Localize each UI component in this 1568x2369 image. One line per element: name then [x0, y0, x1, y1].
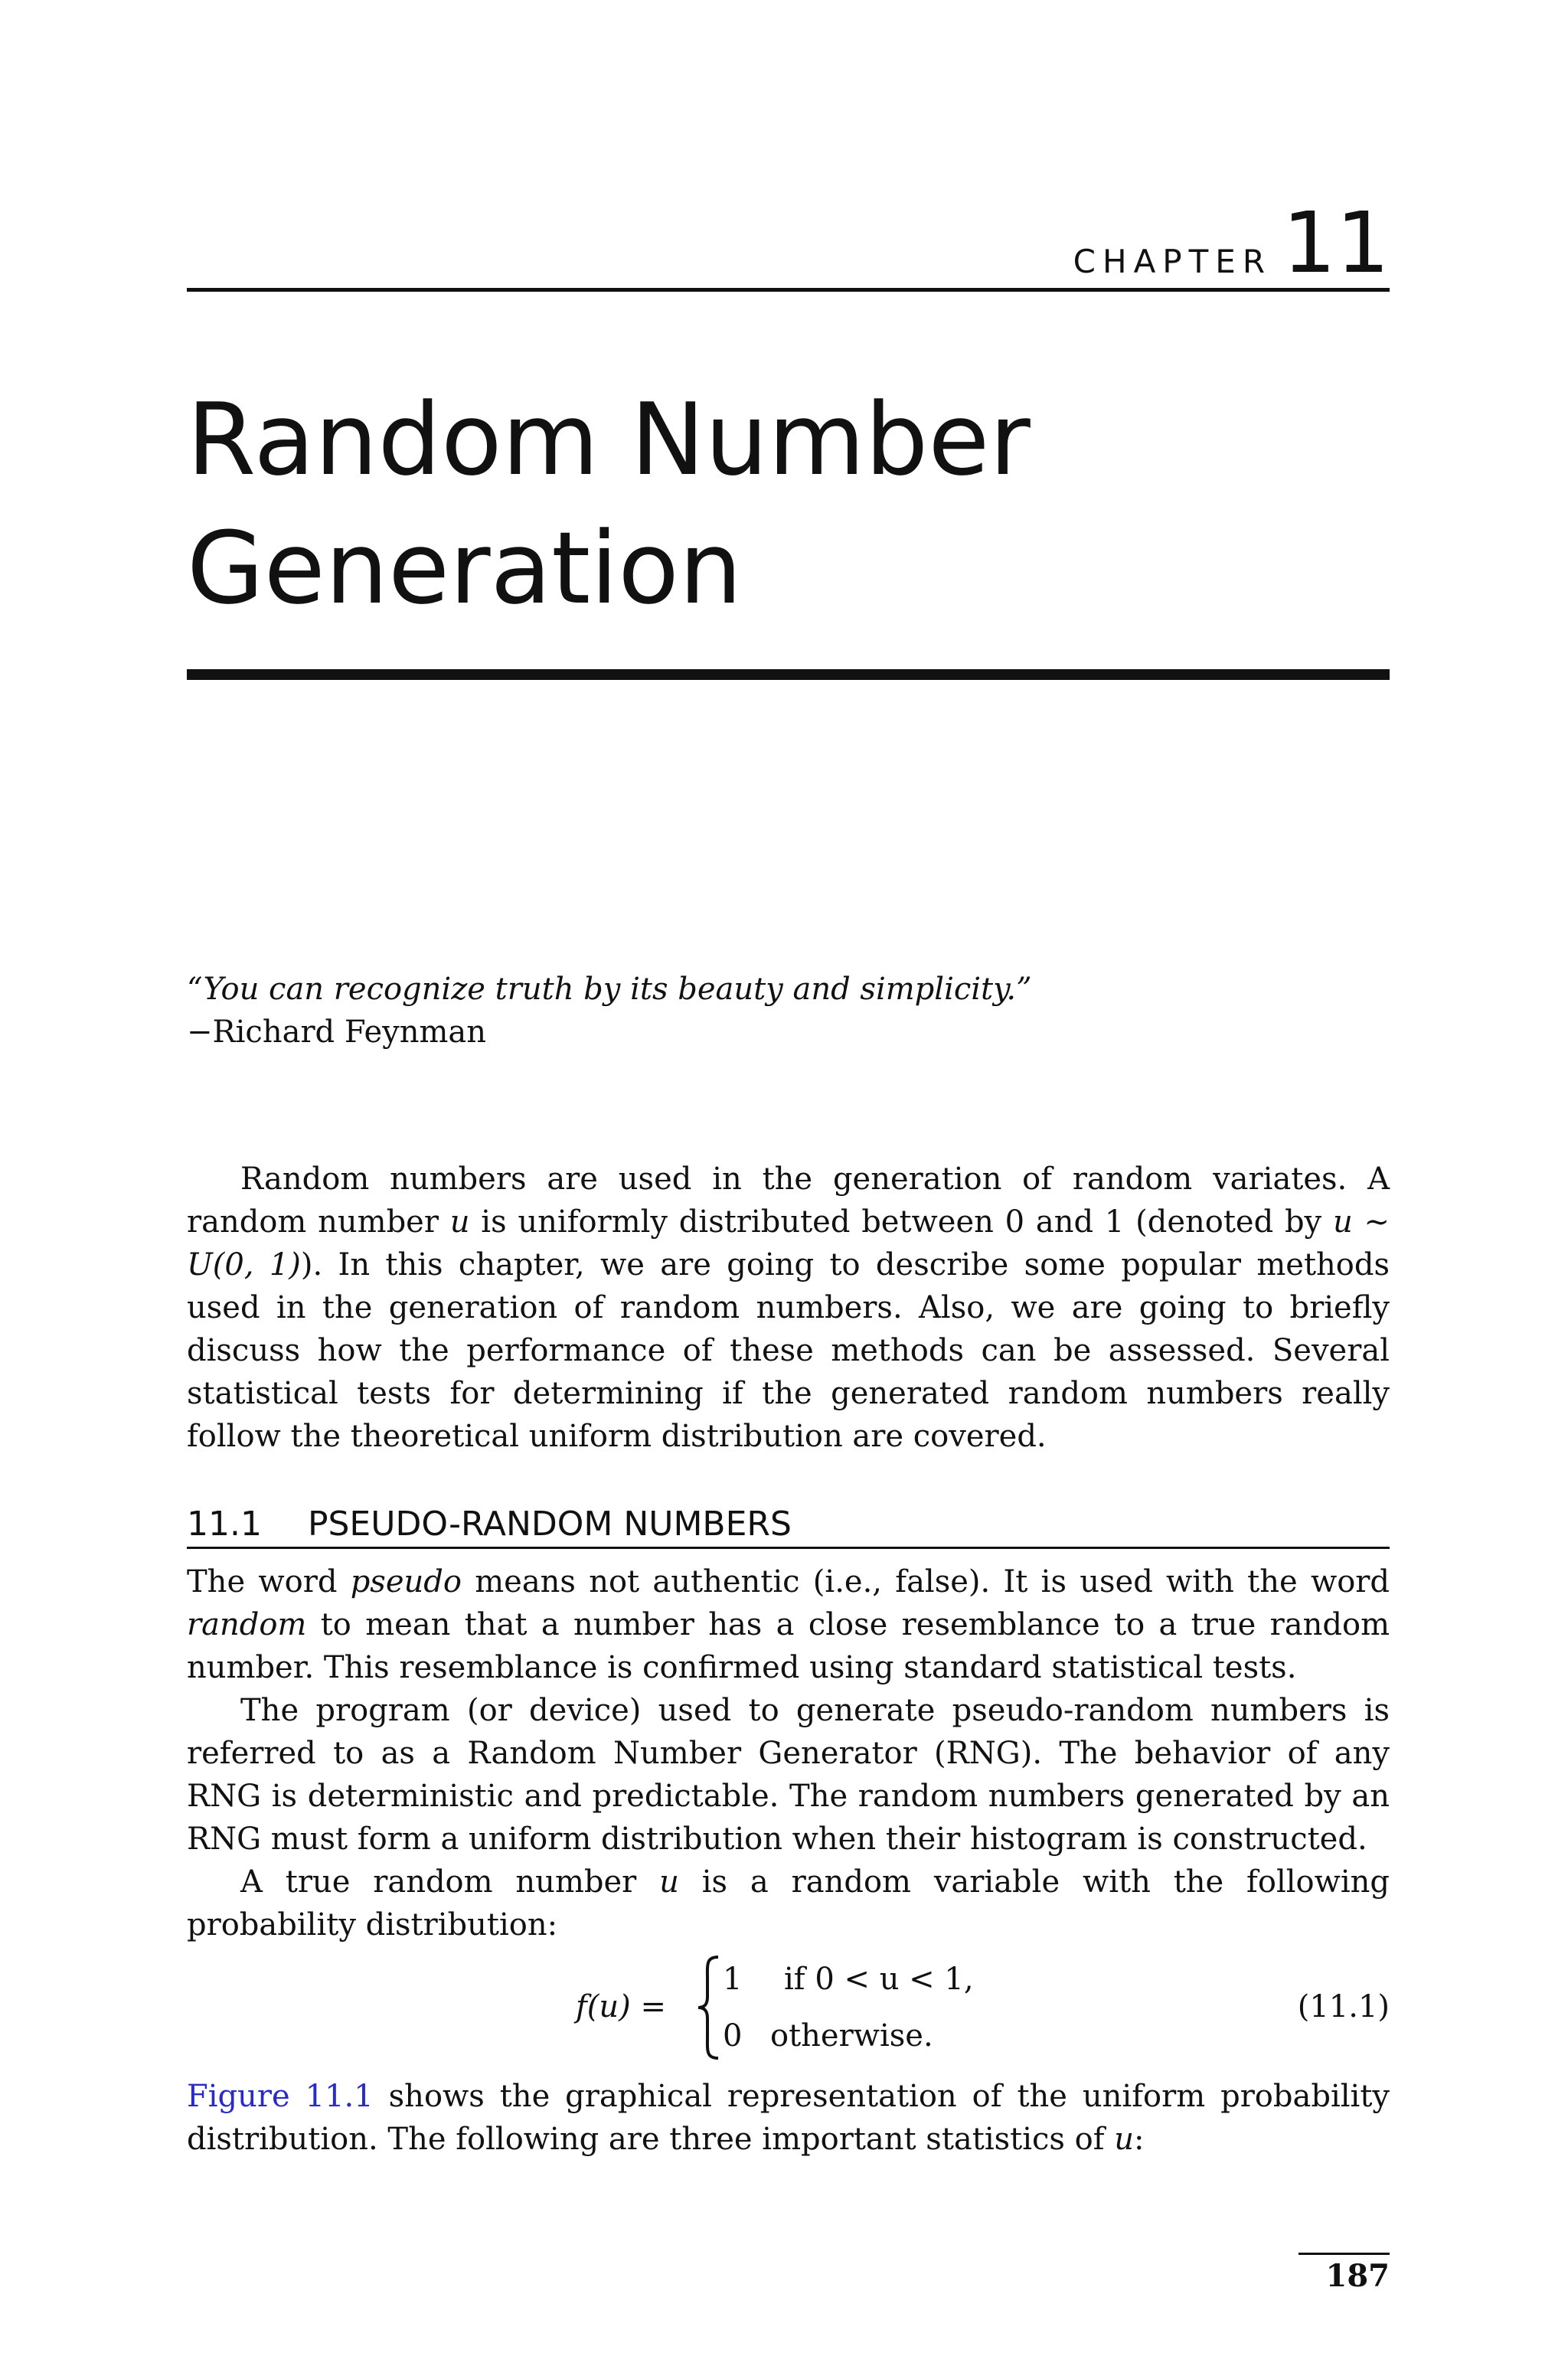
- equation-number: (11.1): [1297, 1989, 1390, 2024]
- paragraph-pseudo: [187, 1560, 1390, 1689]
- para3-text-1: A true random number: [240, 1864, 660, 1900]
- intro-text-2: is uniformly distributed between 0 and 1 (denoted by: [469, 1204, 1333, 1240]
- equation-case1-value: 1: [723, 1962, 743, 1997]
- title-rule: [187, 669, 1390, 680]
- para1-random: random: [187, 1607, 307, 1642]
- epigraph-author: −Richard Feynman: [187, 1015, 487, 1050]
- left-brace-icon: [695, 1954, 721, 2061]
- para1-text-1: The word: [187, 1564, 351, 1599]
- chapter-title-line-1: Random Number: [187, 381, 1031, 498]
- intro-paragraph: [187, 1158, 1390, 1458]
- chapter-label: CHAPTER: [1073, 243, 1272, 280]
- para4-text-2: :: [1134, 2122, 1145, 2157]
- section-title: PSEUDO-RANDOM NUMBERS: [307, 1505, 792, 1544]
- intro-var-u: u: [449, 1204, 470, 1240]
- chapter-title: [187, 375, 1390, 632]
- intro-text-3: ). In this chapter, we are going to describe some popular methods used in the generation of random numbers. Also, we are going to briefly discuss how the performance of these methods can be assessed. Several statistical tests for determining if the generated random numbers really follow the theoretical uniform distribution are covered.: [187, 1247, 1390, 1454]
- para1-pseudo: pseudo: [350, 1564, 462, 1599]
- chapter-header: [187, 191, 1390, 292]
- chapter-number: 11: [1282, 194, 1390, 292]
- para4-var-u: u: [1114, 2122, 1135, 2157]
- equation-case2-value: 0: [723, 2018, 743, 2054]
- intro-text-1: Random numbers are used in the generation of random variates. A random number: [187, 1162, 1390, 1240]
- section-number: 11.1: [187, 1505, 262, 1544]
- figure-11-1-link[interactable]: Figure 11.1: [187, 2079, 374, 2114]
- para3-text-2: is a random variable with the following probability distribution:: [187, 1864, 1390, 1943]
- intro-expression: u ∼ U(0, 1): [187, 1204, 1390, 1283]
- equation-case2-condition: otherwise.: [770, 2018, 933, 2054]
- para3-var-u: u: [659, 1864, 679, 1900]
- equation-lhs: f(u) =: [576, 1989, 667, 2024]
- para4-text-1: shows the graphical representation of the uniform probability distribution. The following are three important statistics of: [187, 2079, 1390, 2157]
- epigraph-quote: “You can recognize truth by its beauty and simplicity.”: [187, 972, 1032, 1007]
- para1-text-3: to mean that a number has a close resemblance to a true random number. This resemblance is confirmed using standard statistical tests.: [187, 1607, 1390, 1685]
- epigraph: [187, 968, 1390, 1054]
- paragraph-figure-ref: [187, 2075, 1390, 2161]
- equation-11-1: [187, 1954, 1390, 2061]
- section-heading: [187, 1501, 1390, 1549]
- paragraph-rng: The program (or device) used to generate pseudo-random numbers is referred to as a Random Number Generator (RNG). The behavior of any RNG is deterministic and predictable. The random numbers generated by an RNG must form a uniform distribution when their histogram is constructed.: [187, 1693, 1390, 1857]
- chapter-title-line-2: Generation: [187, 510, 743, 626]
- paragraph-true-random: [187, 1861, 1390, 1946]
- page-number: 187: [1298, 2253, 1390, 2294]
- equation-case1-condition: if 0 < u < 1,: [784, 1962, 974, 1997]
- para1-text-2: means not authentic (i.e., false). It is used with the word: [461, 1564, 1390, 1599]
